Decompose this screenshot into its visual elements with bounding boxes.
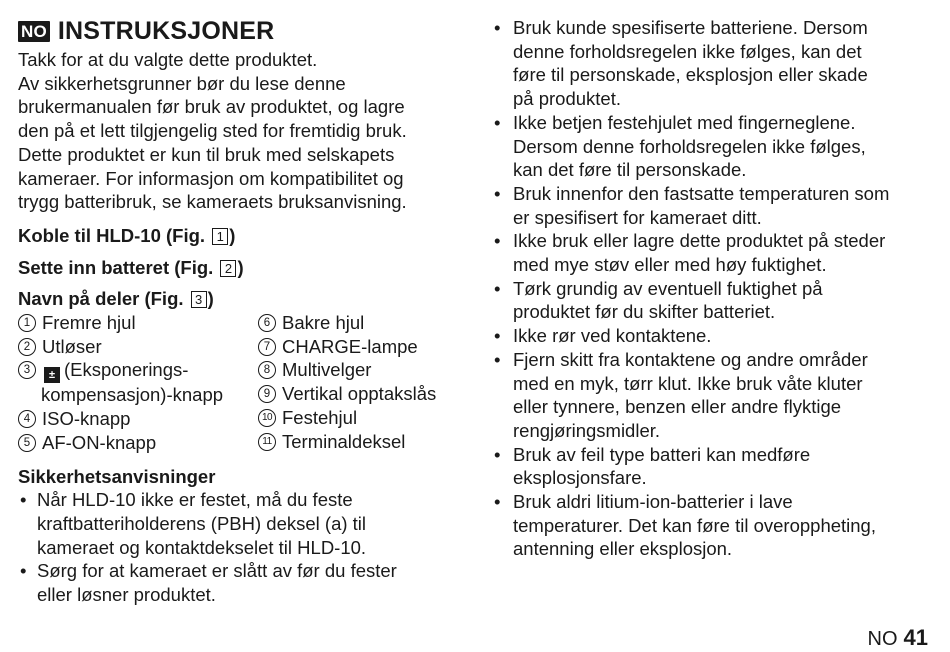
safety-list-left <box>18 488 468 607</box>
safety-bullet: • Fjern skitt fra kontaktene og andre områder med en myk, tørr klut. Ikke bruk våte kluter eller tynnere, benzen eller andre flyktige rengjøringsmidler. <box>492 348 937 443</box>
circled-number: 2 <box>18 338 36 356</box>
circled-number: 7 <box>258 338 276 356</box>
part-item: 9 Vertikal opptakslås <box>258 382 458 406</box>
circled-number: 4 <box>18 410 36 428</box>
circled-number: 1 <box>18 314 36 332</box>
intro-line: kameraer. For informasjon om kompatibilitet og <box>18 167 404 189</box>
intro-line: trygg batteribruk, se kameraets bruksanvisning. <box>18 191 407 213</box>
circled-number: 5 <box>18 434 36 452</box>
figure-ref-box: 3 <box>191 291 207 308</box>
safety-bullet: • Bruk kunde spesifiserte batteriene. Dersom denne forholdsregelen ikke følges, kan det føre til personskade, eksplosjon eller skade på produktet. <box>492 16 937 111</box>
page-number-value: 41 <box>903 625 928 650</box>
part-item: 10 Festehjul <box>258 406 458 430</box>
safety-bullet: • Bruk innenfor den fastsatte temperaturen som er spesifisert for kameraet ditt. <box>492 182 937 229</box>
insert-battery-heading: Sette inn batteret (Fig. 2 ) <box>18 256 244 278</box>
part-item: 1 Fremre hjul <box>18 311 258 335</box>
connect-heading: Koble til HLD-10 (Fig. 1 ) <box>18 224 236 246</box>
safety-bullet: • Tørk grundig av eventuell fuktighet på produktet før du skifter batteriet. <box>492 277 937 324</box>
part-item: 7 CHARGE-lampe <box>258 335 458 359</box>
part-item: 2 Utløser <box>18 335 258 359</box>
parts-list <box>18 311 468 455</box>
safety-bullet: • Bruk aldri litium-ion-batterier i lave temperaturer. Det kan føre til overoppheting, antenning eller eksplosjon. <box>492 490 937 561</box>
intro-line: Dette produktet er kun til bruk med selskapets <box>18 143 395 165</box>
intro-line: brukermanualen før bruk av produktet, og lagre <box>18 96 405 118</box>
part-item: 3 ± (Eksponerings- <box>18 358 258 383</box>
intro-paragraph <box>18 48 468 214</box>
circled-number: 9 <box>258 385 276 403</box>
part-item-continued: kompensasjon)-knapp <box>41 384 224 406</box>
page-title <box>18 16 468 46</box>
part-item: 4 ISO-knapp <box>18 407 258 431</box>
intro-line: Takk for at du valgte dette produktet. <box>18 49 318 70</box>
part-item: 5 AF-ON-knapp <box>18 431 258 455</box>
intro-line: den på et lett tilgjengelig sted for fremtidig bruk. <box>18 120 407 142</box>
language-badge: NO <box>18 21 50 42</box>
parts-heading: Navn på deler (Fig. 3 ) <box>18 288 214 310</box>
circled-number: 8 <box>258 361 276 379</box>
page-number <box>868 626 928 651</box>
circled-number: 3 <box>18 361 36 379</box>
right-column <box>492 16 937 561</box>
safety-bullet: • Ikke bruk eller lagre dette produktet på steder med mye støv eller med høy fuktighet. <box>492 229 937 276</box>
part-item: 8 Multivelger <box>258 358 458 382</box>
safety-heading: Sikkerhetsanvisninger <box>18 465 216 487</box>
safety-bullet: • Bruk av feil type batteri kan medføre eksplosjonsfare. <box>492 443 937 490</box>
safety-list-right <box>492 16 937 561</box>
part-item: 11 Terminaldeksel <box>258 430 458 454</box>
page-lang: NO <box>867 628 898 650</box>
safety-bullet: • Sørg for at kameraet er slått av før du fester eller løsner produktet. <box>18 559 468 606</box>
safety-bullet: • Når HLD-10 ikke er festet, må du feste kraftbatteriholderens (PBH) deksel (a) til kameraet og kontaktdekselet til HLD-10. <box>18 488 468 559</box>
figure-ref-box: 1 <box>212 228 228 245</box>
circled-number: 6 <box>258 314 276 332</box>
circled-number: 11 <box>258 433 276 451</box>
parts-list-left <box>18 311 258 455</box>
circled-number: 10 <box>258 409 276 427</box>
safety-bullet: • Ikke rør ved kontaktene. <box>492 324 937 348</box>
title-text: INSTRUKSJONER <box>57 17 275 45</box>
part-item: 6 Bakre hjul <box>258 311 458 335</box>
parts-list-right <box>258 311 458 455</box>
left-column <box>18 16 468 607</box>
figure-ref-box: 2 <box>220 260 236 277</box>
safety-bullet: • Ikke betjen festehjulet med fingerneglene. Dersom denne forholdsregelen ikke følges, kan det føre til personskade. <box>492 111 937 182</box>
intro-line: Av sikkerhetsgrunner bør du lese denne <box>18 72 346 94</box>
exposure-compensation-icon: ± <box>44 367 60 383</box>
